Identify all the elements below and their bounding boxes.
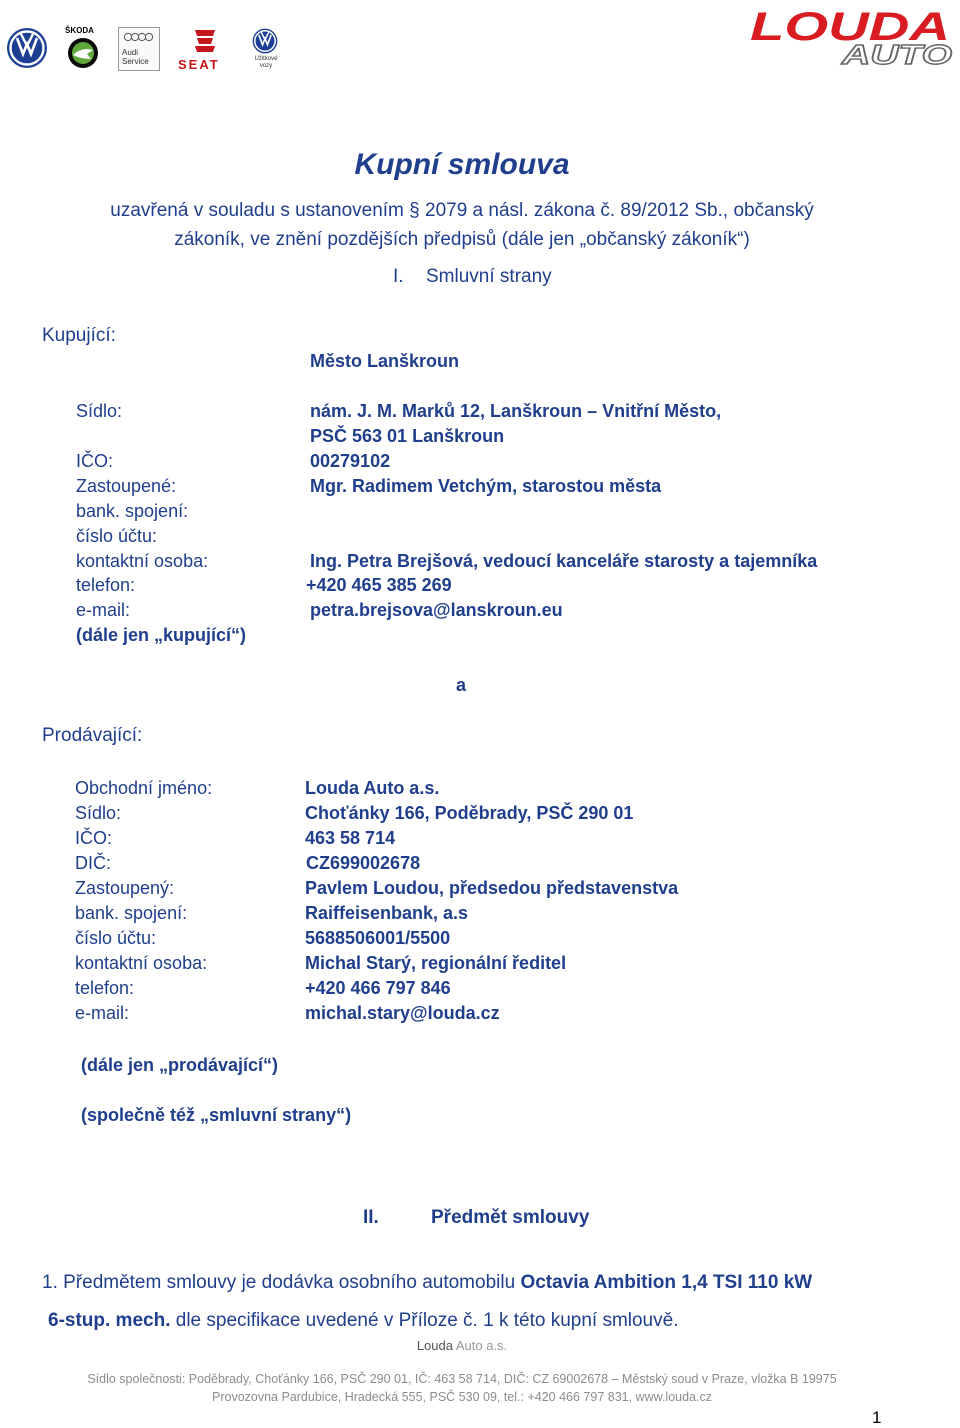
footer-company bbox=[0, 1338, 924, 1353]
seller-sidlo-label: Sídlo: bbox=[75, 803, 122, 823]
seller-obchodni-label: Obchodní jméno: bbox=[75, 778, 213, 798]
buyer-sidlo-label: Sídlo: bbox=[76, 401, 123, 421]
buyer-dale-jen: (dále jen „kupující“) bbox=[76, 625, 247, 645]
auto-logo-text: AUTO bbox=[840, 39, 953, 68]
seller-bank: Raiffeisenbank, a.s bbox=[305, 903, 469, 923]
seller-telefon-label: telefon: bbox=[75, 978, 135, 998]
and-separator: a bbox=[456, 675, 467, 695]
seller-dic: CZ699002678 bbox=[306, 853, 421, 873]
intro-line-2: zákoník, ve znění pozdějších předpisů (dále jen „občanský zákoník“) bbox=[174, 229, 750, 250]
footer-line-2: Provozovna Pardubice, Hradecká 555, PSČ 530 09, tel.: +420 466 797 831, www.louda.cz bbox=[212, 1390, 712, 1404]
section-1-number: I. bbox=[393, 266, 404, 287]
subject-rest: dle specifikace uvedené v Příloze č. 1 k této kupní smlouvě. bbox=[170, 1310, 679, 1331]
buyer-label: Kupující: bbox=[42, 325, 116, 346]
subject-prefix: 1. Předmětem smlouvy je dodávka osobního automobilu bbox=[42, 1272, 521, 1293]
seller-email-label: e-mail: bbox=[75, 1003, 130, 1023]
buyer-telefon: +420 465 385 269 bbox=[306, 575, 452, 595]
seller-ucet: 5688506001/5500 bbox=[305, 928, 451, 948]
seat-logo bbox=[176, 28, 234, 72]
seller-ucet-label: číslo účtu: bbox=[75, 928, 157, 948]
intro-line-1: uzavřená v souladu s ustanovením § 2079 a násl. zákona č. 89/2012 Sb., občanský bbox=[110, 200, 814, 221]
buyer-kontakt: Ing. Petra Brejšová, vedoucí kanceláře starosty a tajemníka bbox=[310, 551, 818, 571]
transmission: 6-stup. mech. bbox=[48, 1310, 171, 1331]
seller-sidlo: Choťánky 166, Poděbrady, PSČ 290 01 bbox=[305, 803, 634, 823]
seller-kontakt: Michal Starý, regionální ředitel bbox=[305, 953, 567, 973]
section-2-title: Předmět smlouvy bbox=[431, 1207, 590, 1228]
louda-logo-text: LOUDA bbox=[750, 5, 950, 49]
skoda-label: ŠKODA bbox=[65, 26, 94, 35]
vw-commercial-logo bbox=[250, 28, 282, 72]
buyer-name: Město Lanškroun bbox=[310, 351, 460, 371]
seller-ico: 463 58 714 bbox=[305, 828, 396, 848]
audi-service-label: Audi Service bbox=[122, 48, 149, 66]
vw-logo bbox=[6, 27, 48, 69]
buyer-zastoupene-label: Zastoupené: bbox=[76, 476, 177, 496]
seller-bank-label: bank. spojení: bbox=[75, 903, 188, 923]
vw-commercial-label: Užitkové vozy bbox=[254, 56, 278, 69]
seller-zastoupeny: Pavlem Loudou, předsedou představenstva bbox=[305, 878, 679, 898]
seller-obchodni: Louda Auto a.s. bbox=[305, 778, 440, 798]
seller-telefon: +420 466 797 846 bbox=[305, 978, 451, 998]
section-2-number: II. bbox=[363, 1207, 379, 1228]
document-title: Kupní smlouva bbox=[354, 148, 570, 181]
buyer-ucet-label: číslo účtu: bbox=[76, 526, 158, 546]
seller-label: Prodávající: bbox=[42, 725, 143, 746]
buyer-email-label: e-mail: bbox=[76, 600, 131, 620]
subject-paragraph-line-1 bbox=[42, 1272, 812, 1294]
buyer-kontakt-label: kontaktní osoba: bbox=[76, 551, 209, 571]
buyer-sidlo-line-1: nám. J. M. Marků 12, Lanškroun – Vnitřní Město, bbox=[310, 401, 722, 421]
seller-dic-label: DIČ: bbox=[75, 853, 111, 873]
seller-zastoupeny-label: Zastoupený: bbox=[75, 878, 175, 898]
audi-service-logo bbox=[118, 27, 160, 71]
seller-dale-jen: (dále jen „prodávající“) bbox=[81, 1055, 279, 1075]
subject-paragraph-line-2 bbox=[48, 1310, 678, 1332]
footer-company-suffix: Auto a.s. bbox=[455, 1338, 508, 1353]
buyer-email: petra.brejsova@lanskroun.eu bbox=[310, 600, 563, 620]
footer-line-1: Sídlo společnosti: Poděbrady, Choťánky 166, PSČ 290 01, IČ: 463 58 714, DIČ: CZ 69002678 – Městský soud v Praze, vložka B 19975 bbox=[87, 1372, 837, 1386]
seat-label: SEAT bbox=[178, 57, 220, 72]
buyer-bank-label: bank. spojení: bbox=[76, 501, 189, 521]
buyer-ico-label: IČO: bbox=[76, 451, 114, 471]
car-model: Octavia Ambition 1,4 TSI 110 kW bbox=[520, 1272, 813, 1293]
page-number: 1 bbox=[872, 1408, 882, 1427]
skoda-logo bbox=[63, 26, 103, 70]
section-1-title: Smluvní strany bbox=[426, 266, 552, 287]
buyer-sidlo-line-2: PSČ 563 01 Lanškroun bbox=[310, 426, 505, 446]
buyer-telefon-label: telefon: bbox=[76, 575, 136, 595]
footer-company-prefix: Louda bbox=[416, 1338, 456, 1353]
louda-auto-logo bbox=[744, 2, 958, 68]
parties-together: (společně též „smluvní strany“) bbox=[81, 1105, 352, 1125]
buyer-ico: 00279102 bbox=[310, 451, 391, 471]
seller-kontakt-label: kontaktní osoba: bbox=[75, 953, 208, 973]
seller-ico-label: IČO: bbox=[75, 828, 113, 848]
seller-email: michal.stary@louda.cz bbox=[305, 1003, 500, 1023]
buyer-zastoupene: Mgr. Radimem Vetchým, starostou města bbox=[310, 476, 662, 496]
